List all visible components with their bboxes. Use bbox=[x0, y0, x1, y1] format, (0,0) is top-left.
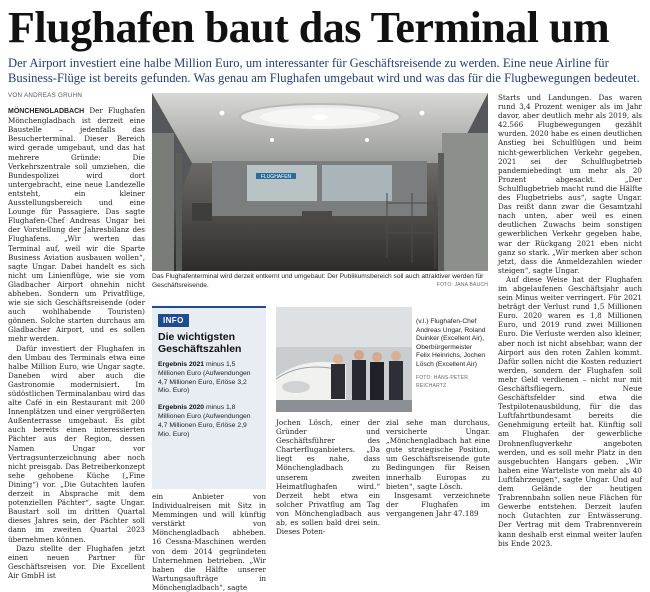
lead-paragraph: Der Airport investiert eine halbe Million Euro, um interessanter für Geschäftsreisende zu werden. Eine neue Airline für Business-Flüge ist bereits gefunden. Was genau am Flughafen umgebaut wird und was das für die Flugbewegungen bedeutet. bbox=[8, 56, 640, 85]
photo-caption: Das Flughafenterminal wird derzeit entkernt und umgebaut: Der Publikumsbereich soll auch attraktiver werden für Geschäftsreisende. FOTO: JANA BAUCH bbox=[152, 273, 488, 289]
article-paragraph: Dafür investiert der Flughafen in den Umbau des Terminals etwa eine halbe Million Euro, wie Ungar sagte. Daneben wird aber auch die Gastronomie modernisiert. Im südöstlichen Terminalanbau wird das alte Café in ein Restaurant mit 200 Innenplätzen und einer vergrößerten Außenterrasse umgebaut. Es gibt auch bereits einen interessierten Pächter aus der Region, dessen Namen Ungar vor Vertragsunterzeichnung aber noch nicht preisgab. Das Betreiberkonzept sehe gehobene Küche („Fine Dining“) vor. „Die Gutachten laufen derzeit in Absprache mit dem potenziellen Pächter“, sagte Ungar. Baustart soll im dritten Quartal dieses Jahres sein, der Pächter soll dann im zweiten Quartal 2023 übernehmen können. bbox=[8, 343, 145, 544]
dateline-city: MÖNCHENGLADBACH bbox=[8, 108, 85, 116]
photo-credit: FOTO: JANA BAUCH bbox=[436, 281, 488, 288]
article-paragraph: Dazu stellte der Flughafen jetzt einen neuen Partner für Geschäftsreisen vor. Die Excellent Air GmbH ist bbox=[8, 543, 145, 580]
group-photo bbox=[276, 307, 412, 412]
article-column-3: Jochen Lösch, einer der Gründer und Geschäftsführer des Charterfluganbieters. „Da liegt es nahe, dass Mönchengladbach zu unserem zweiten Heimatflughafen wird.“ Derzeit hebt etwa ein solcher Privatflug am Tag von Mönchengladbach aus ab, es sollen bald drei sein. Dieses Poten- bbox=[276, 418, 380, 537]
info-title: Die wichtigsten Geschäftszahlen bbox=[158, 331, 242, 355]
info-tag: INFO bbox=[158, 314, 189, 327]
info-entry: Ergebnis 2021 minus 1,5 Millionen Euro (Aufwendungen 4,7 Millionen Euro, Erlöse 3,2 Mio. Euro) bbox=[158, 361, 251, 395]
headline: Flughafen baut das Terminal um bbox=[8, 3, 610, 52]
info-box bbox=[152, 306, 266, 489]
terminal-photo bbox=[152, 93, 488, 271]
info-entry: Ergebnis 2020 minus 1,8 Millionen Euro (Aufwendungen 4,7 Millionen Euro, Erlöse 2,9 Mio. Euro) bbox=[158, 404, 251, 438]
flughafen-sign: FLUGHAFEN bbox=[260, 174, 292, 180]
byline: VON ANDREAS GRUHN bbox=[8, 92, 83, 99]
article-paragraph: MÖNCHENGLADBACH Der Flughafen Mönchengladbach ist derzeit eine Baustelle – jedenfalls das Besucherterminal. Dieser Bereich wird gerade umgebaut, und das hat mehrere Gründe: Die Verkehrszentrale soll umziehen, die Bundespolizei wird dort untergebracht, eine neue Landezelle entsteht, ein kleiner Ausstellungsbereich und eine Lounge für Passagiere. Das sagte Flughafen-Chef Andreas Ungar bei der Vorstellung der Jahresbilanz des Flughafens. „Wir werten das Terminal auf, weil wir die Sparte Business Aviation ausbauen wollen“, sagte Ungar. Dabei handelt es sich nicht um Linienflüge, wie sie vom Gladbacher Airport ohnehin nicht abheben. Sondern um Privatflüge, wie sie sich Geschäftsreisende (oder auch wohlhabende Touristen) gönnen. Solche starten durchaus am Gladbacher Airport, und es sollen mehr werden. bbox=[8, 106, 145, 344]
article-column-2: ein Anbieter von Individualreisen mit Sitz in Memmingen und will künftig verstärkt von Mönchengladbach abheben. 16 Cessna-Maschinen werden von dem 2014 gegründeten Unternehmen betrieben. „Wir haben die Hälfte unserer Wartungsaufträge in Mönchengladbach“, sagte bbox=[152, 492, 266, 592]
article-column-1 bbox=[8, 91, 145, 580]
article-column-5: Starts und Landungen. Das waren rund 3,4 Prozent weniger als im Jahr davor, aber deutlich mehr als 2019, als 42.566 Flugbewegungen gezählt wurden. 2020 habe es einen deutlichen Anstieg bei Schulflügen und beim nicht-gewerblichen Verkehr gegeben, 2021 sei der Schulflugbetrieb pandemiebedingt um mehr als 20 Prozent abgesackt. „Der Schulflugbetrieb macht rund die Hälfte des Flugbetriebs aus“, sagte Ungar. Das reißt dann zwar die Gesamtzahl nach unten, aber weil es einen deutlichen Zuwachs beim sonstigen gewerblichen Verkehr gegeben habe, war der Rückgang 2021 eben nicht ganz so stark. „Wir merken aber schon jetzt, dass die Anmeldezahlen wieder steigen“, sagte Ungar. Auf diese Weise hat der Flughafen im abgelaufenen Geschäftsjahr auch sein Minus weiter verringert. Für 2021 beträgt der Verlust rund 1,5 Millionen Euro. 2020 waren es 1,8 Millionen Euro, und 2019 rund zwei Millionen Euro. Die Verluste werden also kleiner, aber noch ist nicht absehbar, wann der Airport aus den roten Zahlen kommt. Dafür sollen nicht die Kosten reduziert werden, sondern der Flughafen soll mehr Geld verdienen – nicht nur mit Geschäftsfliegern. Neue Geschäftsfelder sind etwa die Testpilotenausbildung, für die das Luftfahrtbundesamt bereits die Genehmigung erteilt hat. Künftig soll am Flughafen der gewerbliche Drohnenflugverkehr angeboten werden, und es soll mehr Platz in den ausgebuchten Hangars geben. „Wir haben eine Warteliste von mehr als 40 Luftfahrzeugen“, sagte Ungar. Und auf dem Gelände der heutigen Trabrennbahn sollen neue Flächen für Gewerbe entstehen. Derzeit laufen noch Gutachten zur Entwässerung. Der Vertrag mit dem Trabrennverein kann deshalb erst einmal weiter laufen bis Ende 2023. bbox=[498, 93, 642, 548]
article-column-4: zial sehe man durchaus, versicherte Ungar. „Mönchengladbach hat eine gute strategische Position, um Geschäftsreisende gute Bedingungen für Reisen innerhalb Europas zu bieten“, sagte Lösch. Insgesamt verzeichnete der Flughafen im vergangenen Jahr 47.189 bbox=[386, 418, 490, 518]
group-portrait-image bbox=[276, 307, 412, 412]
terminal-construction-image bbox=[152, 93, 488, 271]
group-photo-caption: (v.l.) Flughafen-Chef Andreas Ungar, Roland Duinker (Excellent Air), Oberbürgermeister Felix Heinrichs, Jochen Lösch (Excellent Air) FOTO: HANS-PETER REICHARTZ bbox=[416, 318, 488, 391]
photo-credit: FOTO: HANS-PETER REICHARTZ bbox=[416, 374, 469, 390]
